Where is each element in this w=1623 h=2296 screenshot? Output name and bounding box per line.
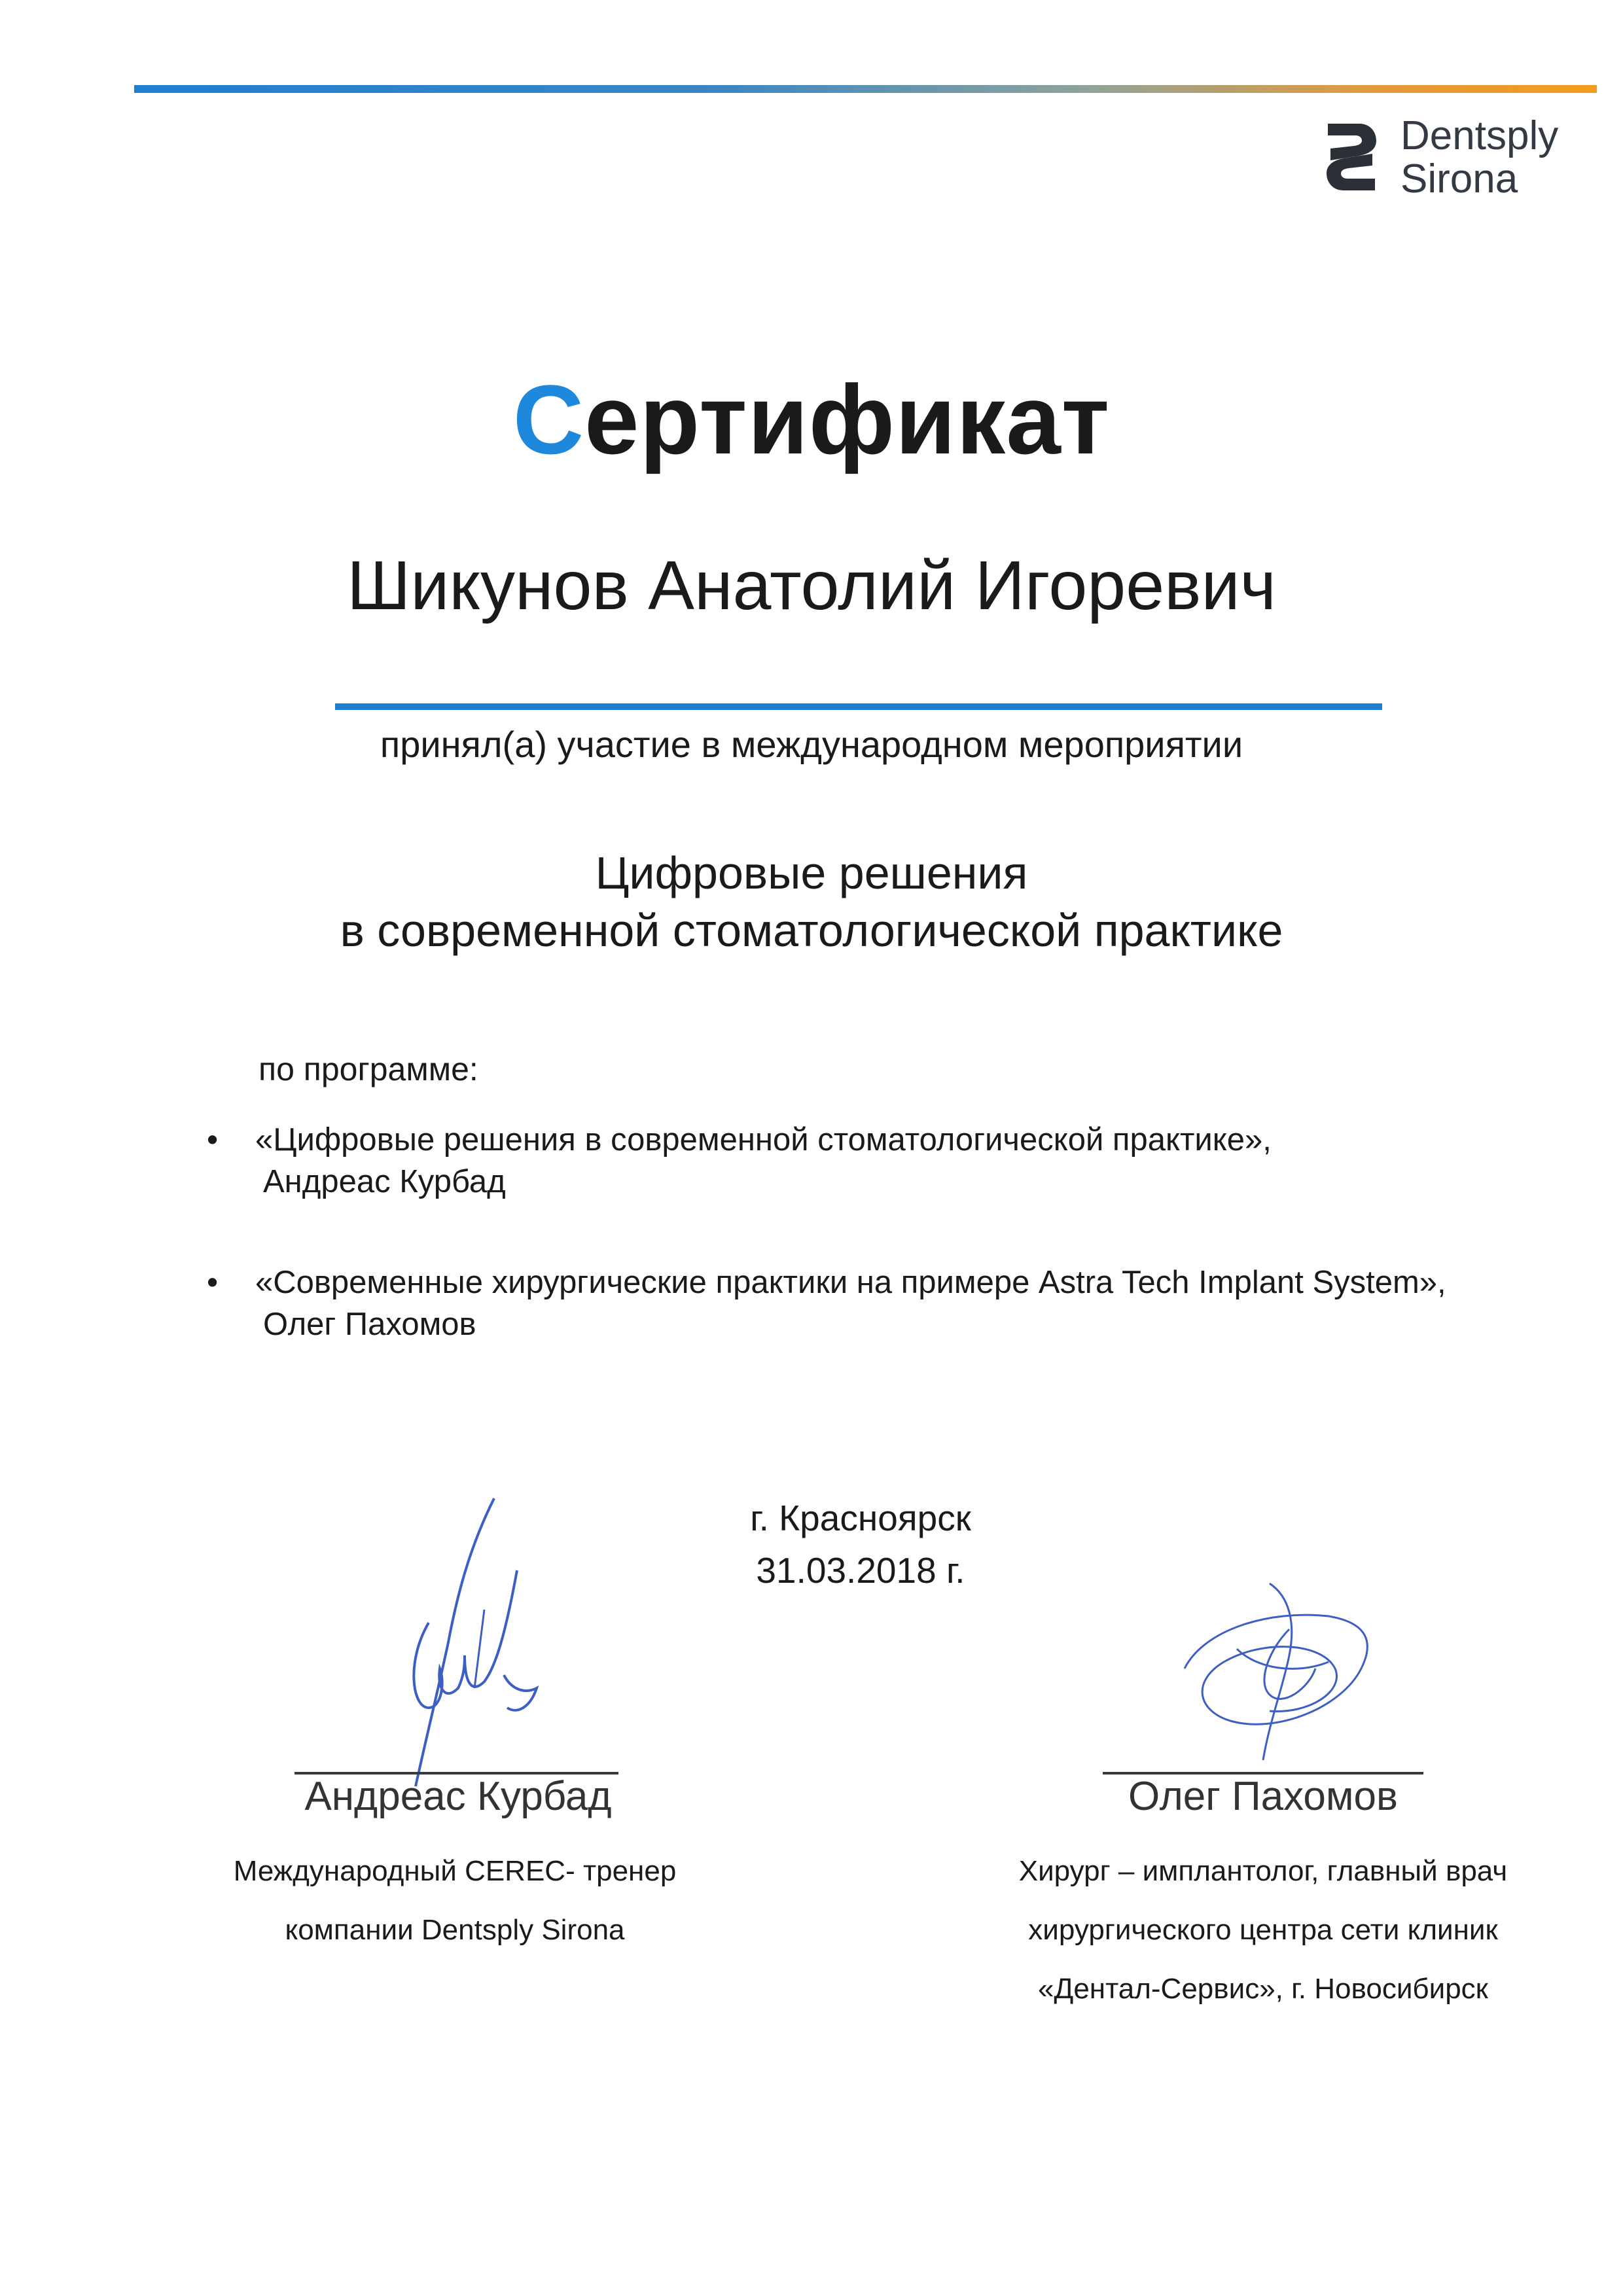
title-first-letter: С xyxy=(512,364,585,474)
date: 31.03.2018 г. xyxy=(756,1550,965,1591)
program-item xyxy=(203,1262,1512,1345)
signer-role-pakhomov xyxy=(955,1842,1571,2019)
title-rest: ертификат xyxy=(584,364,1111,474)
recipient-name: Шикунов Анатолий Игоревич xyxy=(347,547,1276,624)
logo-line-sirona: Sirona xyxy=(1400,156,1518,202)
event-title-line2: в современной стоматологической практике xyxy=(340,905,1283,956)
bullet-icon: • xyxy=(207,1122,219,1157)
role-line: «Дентал-Сервис», г. Новосибирск xyxy=(1038,1973,1488,2005)
participation-text: принял(а) участие в международном мероприятии xyxy=(380,724,1243,765)
program-intro: по программе: xyxy=(259,1051,478,1087)
program-item-author: Андреас Курбад xyxy=(263,1164,506,1199)
event-title xyxy=(0,844,1623,959)
logo-line-dentsply: Dentsply xyxy=(1400,113,1559,158)
role-line: Хирург – имплантолог, главный врач xyxy=(1018,1855,1508,1887)
recipient-underline xyxy=(335,703,1382,710)
program-item-author: Олег Пахомов xyxy=(263,1307,476,1342)
program-item-title: «Современные хирургические практики на примере Astra Tech Implant System», xyxy=(255,1265,1446,1300)
dentsply-sirona-logo-mark-icon xyxy=(1325,121,1378,193)
top-gradient-rule xyxy=(134,85,1597,93)
signer-role-kurbad xyxy=(170,1842,740,1960)
role-line: компании Dentsply Sirona xyxy=(285,1914,625,1946)
program-item xyxy=(203,1119,1512,1203)
dentsply-sirona-logo xyxy=(1325,115,1600,200)
logo-text xyxy=(1400,115,1558,201)
signature-pakhomov-image xyxy=(1158,1570,1381,1767)
program-list xyxy=(203,1119,1512,1404)
bullet-icon: • xyxy=(207,1265,219,1300)
event-title-line1: Цифровые решения xyxy=(595,847,1028,898)
program-item-title: «Цифровые решения в современной стоматологической практике», xyxy=(255,1122,1272,1157)
city: г. Красноярск xyxy=(750,1498,971,1538)
role-line: хирургического центра сети клиник xyxy=(1028,1914,1498,1946)
certificate-title xyxy=(0,363,1623,476)
city-date-block xyxy=(0,1492,1623,1597)
signer-name-pakhomov: Олег Пахомов xyxy=(1128,1774,1398,1819)
signer-name-kurbad: Андреас Курбад xyxy=(304,1774,612,1819)
role-line: Международный CEREC- тренер xyxy=(233,1855,677,1887)
